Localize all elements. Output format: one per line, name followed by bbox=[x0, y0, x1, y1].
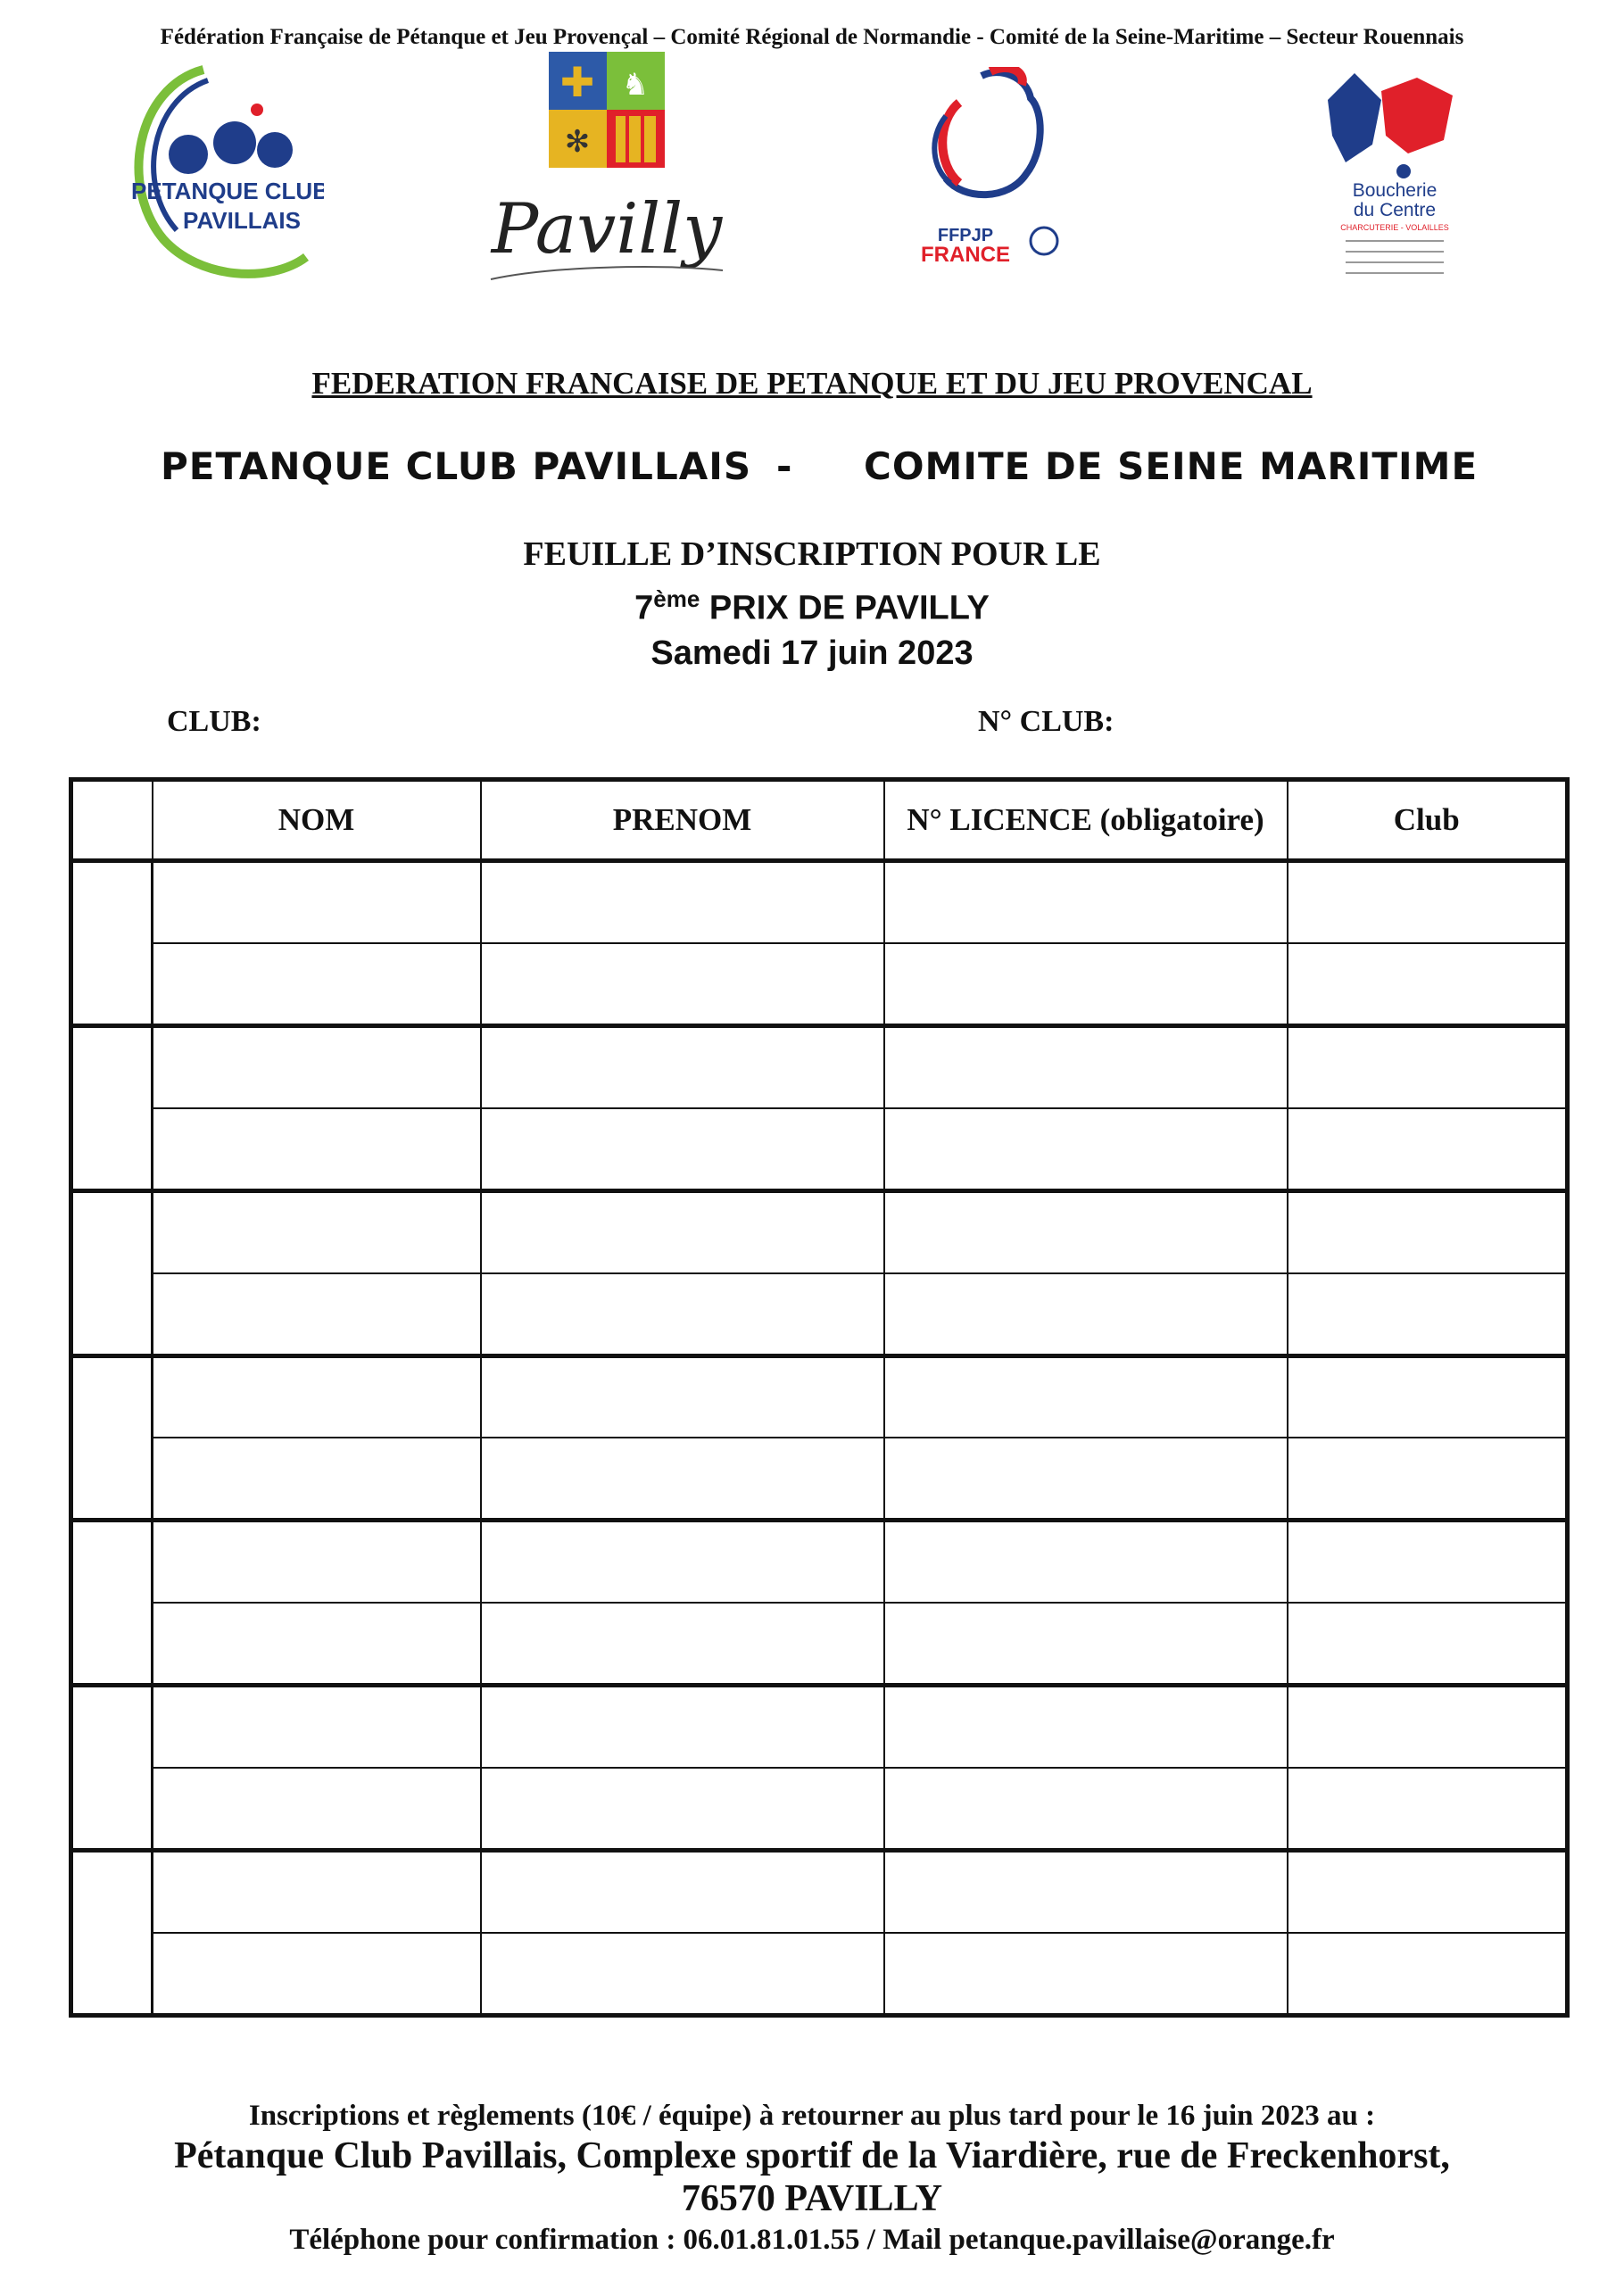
table-row bbox=[71, 1273, 1568, 1355]
table-body bbox=[71, 861, 1568, 2016]
prenom-cell[interactable] bbox=[481, 1438, 884, 1520]
team-number-cell bbox=[71, 1686, 153, 1851]
nom-cell[interactable] bbox=[153, 1851, 481, 1933]
table-row bbox=[71, 1025, 1568, 1107]
prenom-cell[interactable] bbox=[481, 1025, 884, 1107]
table-row bbox=[71, 1355, 1568, 1438]
ffpjp-logo-line2: FRANCE bbox=[921, 243, 1010, 267]
footer-contact: Téléphone pour confirmation : 06.01.81.01.55 / Mail petanque.pavillaise@orange.fr bbox=[289, 2224, 1335, 2256]
club-cell[interactable] bbox=[1288, 1355, 1568, 1438]
prenom-cell[interactable] bbox=[481, 1108, 884, 1190]
header-team bbox=[71, 780, 153, 861]
club-cell[interactable] bbox=[1288, 1273, 1568, 1355]
club-cell[interactable] bbox=[1288, 861, 1568, 943]
boucherie-logo-line3: CHARCUTERIE - VOLAILLES bbox=[1340, 223, 1449, 232]
boucherie-logo-line1: Boucherie bbox=[1352, 180, 1438, 201]
nom-cell[interactable] bbox=[153, 861, 481, 943]
licence-cell[interactable] bbox=[884, 1108, 1288, 1190]
boucherie-du-centre-logo bbox=[1319, 64, 1471, 283]
prenom-cell[interactable] bbox=[481, 1851, 884, 1933]
prenom-cell[interactable] bbox=[481, 1933, 884, 2016]
licence-cell[interactable] bbox=[884, 1355, 1288, 1438]
form-title-line1: FEUILLE D’INSCRIPTION POUR LE bbox=[523, 535, 1101, 573]
header-top-line: Fédération Française de Pétanque et Jeu Provençal – Comité Régional de Normandie - Comité de la Seine-Maritime – Secteur Rouennais bbox=[160, 25, 1464, 49]
footer-inscriptions: Inscriptions et règlements (10€ / équipe) à retourner au plus tard pour le 16 juin 2023 au : bbox=[248, 2100, 1376, 2132]
prenom-cell[interactable] bbox=[481, 1273, 884, 1355]
licence-cell[interactable] bbox=[884, 1438, 1288, 1520]
table-row bbox=[71, 1933, 1568, 2016]
licence-cell[interactable] bbox=[884, 1273, 1288, 1355]
licence-cell[interactable] bbox=[884, 943, 1288, 1025]
nom-cell[interactable] bbox=[153, 1933, 481, 2016]
team-number-cell bbox=[71, 861, 153, 1026]
club-cell[interactable] bbox=[1288, 1933, 1568, 2016]
licence-cell[interactable] bbox=[884, 1686, 1288, 1768]
svg-text:✚: ✚ bbox=[559, 60, 595, 105]
nom-cell[interactable] bbox=[153, 1355, 481, 1438]
licence-cell[interactable] bbox=[884, 1851, 1288, 1933]
club-cell[interactable] bbox=[1288, 1190, 1568, 1272]
num-club-label: N° CLUB: bbox=[978, 705, 1114, 738]
club-label: CLUB: bbox=[167, 705, 261, 738]
footer-address-line2: 76570 PAVILLY bbox=[681, 2178, 943, 2219]
pavilly-logo-text: Pavilly bbox=[491, 189, 723, 269]
nom-cell[interactable] bbox=[153, 1768, 481, 1850]
table-row bbox=[71, 1521, 1568, 1603]
club-name: PETANQUE CLUB PAVILLAIS bbox=[161, 444, 752, 488]
licence-cell[interactable] bbox=[884, 1025, 1288, 1107]
club-cell[interactable] bbox=[1288, 1025, 1568, 1107]
licence-cell[interactable] bbox=[884, 1603, 1288, 1685]
nom-cell[interactable] bbox=[153, 1025, 481, 1107]
header-nom: NOM bbox=[153, 780, 481, 861]
table-row bbox=[71, 943, 1568, 1025]
table-row bbox=[71, 1438, 1568, 1520]
header-club: Club bbox=[1288, 780, 1568, 861]
header-prenom: PRENOM bbox=[481, 780, 884, 861]
comite-name: COMITE DE SEINE MARITIME bbox=[864, 444, 1479, 488]
club-cell[interactable] bbox=[1288, 1603, 1568, 1685]
licence-cell[interactable] bbox=[884, 1190, 1288, 1272]
nom-cell[interactable] bbox=[153, 1686, 481, 1768]
prenom-cell[interactable] bbox=[481, 1190, 884, 1272]
prenom-cell[interactable] bbox=[481, 1768, 884, 1850]
prenom-cell[interactable] bbox=[481, 1521, 884, 1603]
licence-cell[interactable] bbox=[884, 1521, 1288, 1603]
prenom-cell[interactable] bbox=[481, 1355, 884, 1438]
form-title bbox=[0, 532, 1624, 676]
nom-cell[interactable] bbox=[153, 943, 481, 1025]
licence-cell[interactable] bbox=[884, 861, 1288, 943]
team-number-cell bbox=[71, 1851, 153, 2016]
prenom-cell[interactable] bbox=[481, 861, 884, 943]
club-cell[interactable] bbox=[1288, 1851, 1568, 1933]
table-row bbox=[71, 1768, 1568, 1850]
club-cell[interactable] bbox=[1288, 1686, 1568, 1768]
nom-cell[interactable] bbox=[153, 1108, 481, 1190]
boucherie-logo-line2: du Centre bbox=[1353, 200, 1437, 220]
pcp-logo-line1: PETANQUE CLUB bbox=[131, 178, 324, 204]
table-row bbox=[71, 1190, 1568, 1272]
ffpjp-france-logo bbox=[910, 67, 1089, 268]
nom-cell[interactable] bbox=[153, 1521, 481, 1603]
pcp-logo-line2: PAVILLAIS bbox=[183, 207, 301, 234]
registration-table bbox=[69, 777, 1570, 2018]
nom-cell[interactable] bbox=[153, 1273, 481, 1355]
pavilly-town-logo bbox=[482, 52, 732, 286]
team-number-cell bbox=[71, 1521, 153, 1686]
table-row bbox=[71, 861, 1568, 943]
prenom-cell[interactable] bbox=[481, 1603, 884, 1685]
table-row bbox=[71, 1108, 1568, 1190]
table-row bbox=[71, 1851, 1568, 1933]
team-number-cell bbox=[71, 1355, 153, 1521]
svg-text:✻: ✻ bbox=[564, 126, 591, 159]
club-cell[interactable] bbox=[1288, 943, 1568, 1025]
header-licence: N° LICENCE (obligatoire) bbox=[884, 780, 1288, 861]
team-number-cell bbox=[71, 1025, 153, 1190]
licence-cell[interactable] bbox=[884, 1933, 1288, 2016]
club-cell[interactable] bbox=[1288, 1768, 1568, 1850]
team-number-cell bbox=[71, 1190, 153, 1355]
form-title-prix: 7ème PRIX DE PAVILLY bbox=[634, 585, 990, 627]
ffpjp-logo-line1: FFPJP bbox=[937, 226, 994, 245]
prenom-cell[interactable] bbox=[481, 943, 884, 1025]
nom-cell[interactable] bbox=[153, 1438, 481, 1520]
title-dash: - bbox=[776, 444, 793, 488]
svg-text:♞: ♞ bbox=[621, 69, 650, 102]
table-row bbox=[71, 1686, 1568, 1768]
licence-cell[interactable] bbox=[884, 1768, 1288, 1850]
form-title-date: Samedi 17 juin 2023 bbox=[650, 634, 974, 672]
footer-address bbox=[0, 2134, 1624, 2220]
table-row bbox=[71, 1603, 1568, 1685]
club-cell[interactable] bbox=[1288, 1438, 1568, 1520]
club-cell[interactable] bbox=[1288, 1108, 1568, 1190]
prenom-cell[interactable] bbox=[481, 1686, 884, 1768]
table-header-row bbox=[71, 780, 1568, 861]
club-cell[interactable] bbox=[1288, 1521, 1568, 1603]
federation-title: FEDERATION FRANCAISE DE PETANQUE ET DU JEU PROVENCAL bbox=[311, 366, 1313, 401]
nom-cell[interactable] bbox=[153, 1190, 481, 1272]
petanque-club-pavillais-logo bbox=[119, 61, 324, 284]
footer-address-line1: Pétanque Club Pavillais, Complexe sportif de la Viardière, rue de Freckenhorst, bbox=[174, 2135, 1450, 2176]
nom-cell[interactable] bbox=[153, 1603, 481, 1685]
